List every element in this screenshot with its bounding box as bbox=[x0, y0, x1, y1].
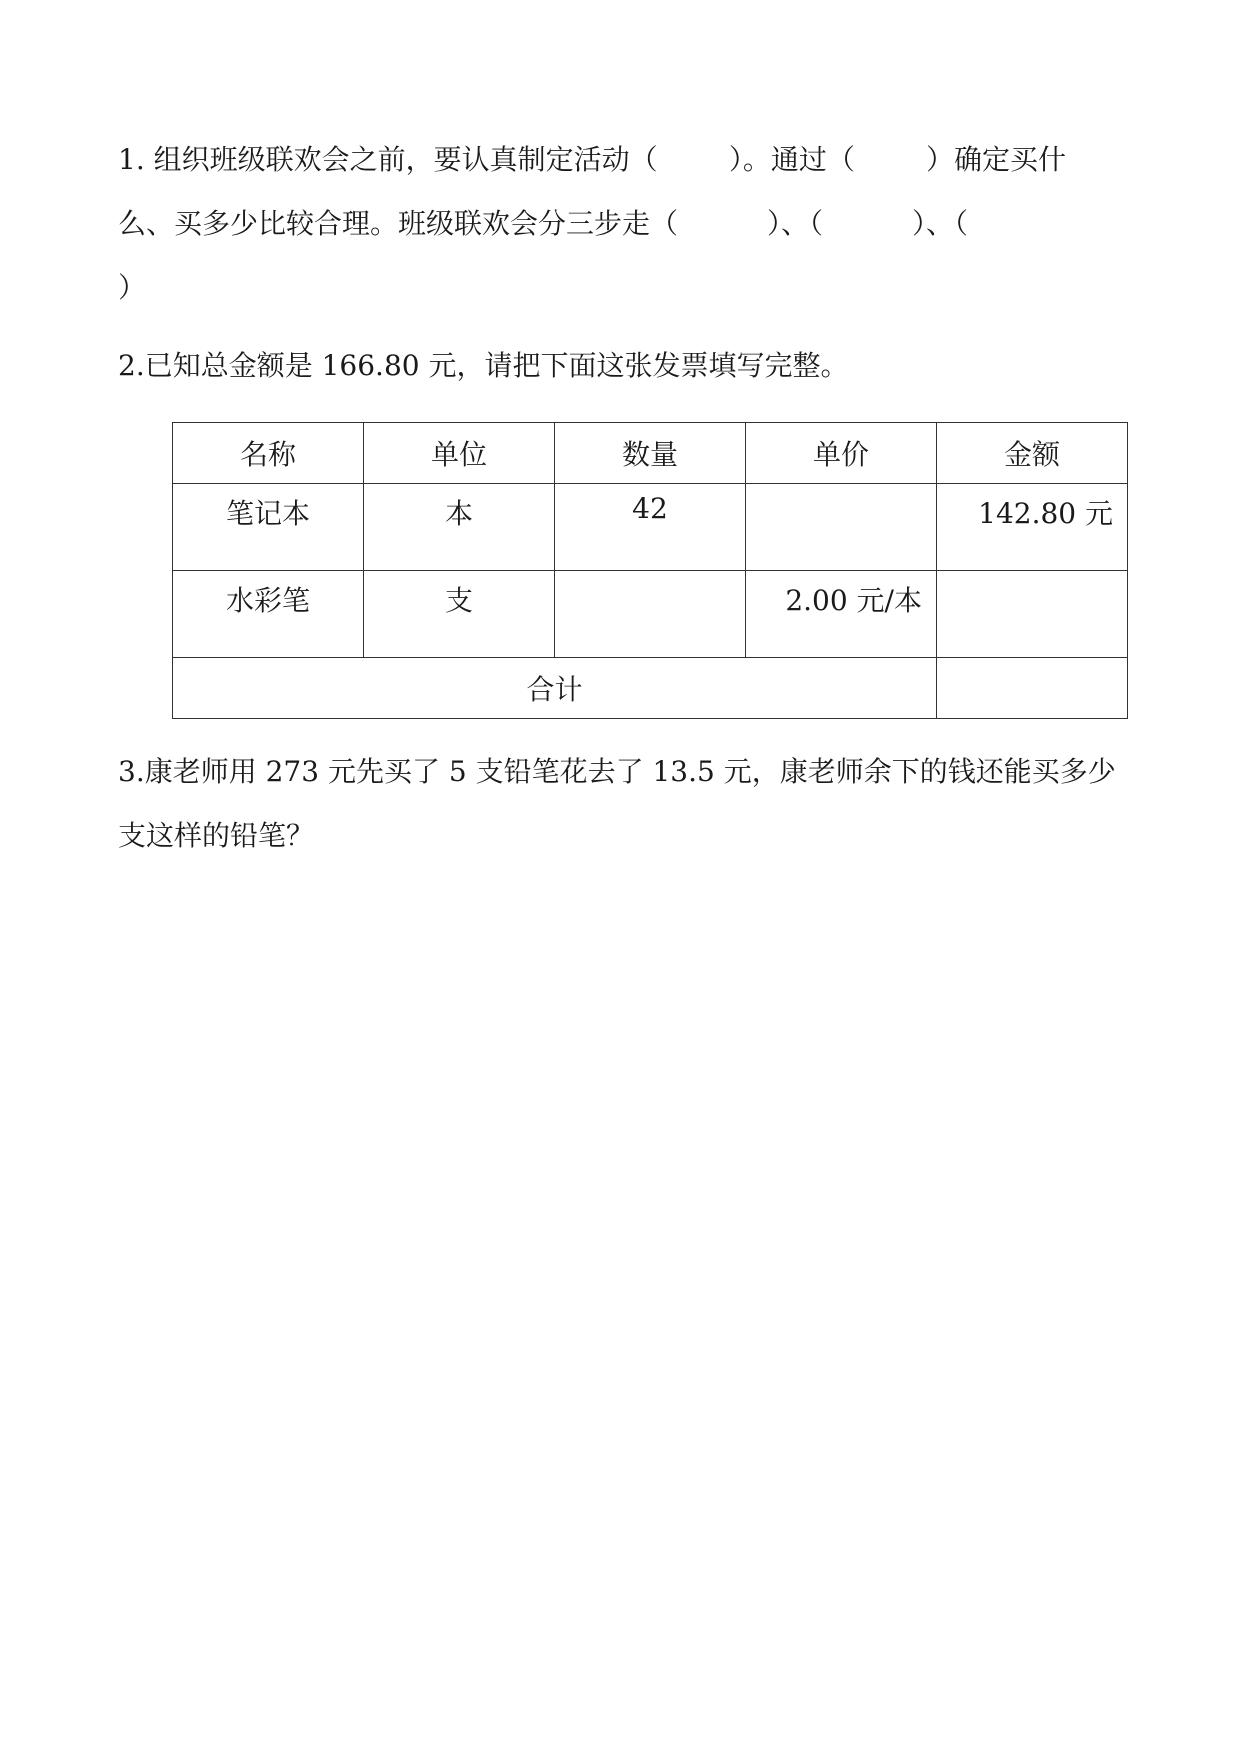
invoice-row-notebook bbox=[173, 484, 1128, 571]
total-label: 合计 bbox=[173, 658, 937, 719]
cell-amount[interactable] bbox=[937, 571, 1128, 658]
header-quantity: 数量 bbox=[555, 423, 746, 484]
question-3-line-1: 3.康老师用 273 元先买了 5 支铅笔花去了 13.5 元，康老师余下的钱还能买多少 bbox=[118, 755, 1116, 788]
question-1-line-1: 1. 组织班级联欢会之前，要认真制定活动（ ）。通过（ ）确定买什 bbox=[118, 143, 1067, 176]
invoice-header-row bbox=[173, 423, 1128, 484]
header-name: 名称 bbox=[173, 423, 364, 484]
question-2-text: 2.已知总金额是 166.80 元，请把下面这张发票填写完整。 bbox=[118, 349, 849, 382]
header-unit: 单位 bbox=[364, 423, 555, 484]
question-1-line-3: ） bbox=[118, 271, 147, 304]
cell-unit: 支 bbox=[364, 571, 555, 658]
cell-name: 水彩笔 bbox=[173, 571, 364, 658]
total-value[interactable] bbox=[937, 658, 1128, 719]
header-unit-price: 单价 bbox=[746, 423, 937, 484]
invoice-row-marker bbox=[173, 571, 1128, 658]
cell-unit-price[interactable]: 2.00 元/本 bbox=[746, 571, 937, 658]
cell-unit: 本 bbox=[364, 484, 555, 571]
cell-name: 笔记本 bbox=[173, 484, 364, 571]
invoice-table bbox=[172, 422, 1128, 719]
cell-unit-price[interactable] bbox=[746, 484, 937, 571]
cell-quantity[interactable] bbox=[555, 571, 746, 658]
question-3-line-2: 支这样的铅笔？ bbox=[118, 819, 315, 852]
invoice-total-row bbox=[173, 658, 1128, 719]
cell-quantity[interactable]: 42 bbox=[555, 484, 746, 571]
cell-amount[interactable]: 142.80 元 bbox=[937, 484, 1128, 571]
question-1-line-2: 么、买多少比较合理。班级联欢会分三步走（ ）、（ ）、（ bbox=[118, 207, 969, 240]
header-amount: 金额 bbox=[937, 423, 1128, 484]
